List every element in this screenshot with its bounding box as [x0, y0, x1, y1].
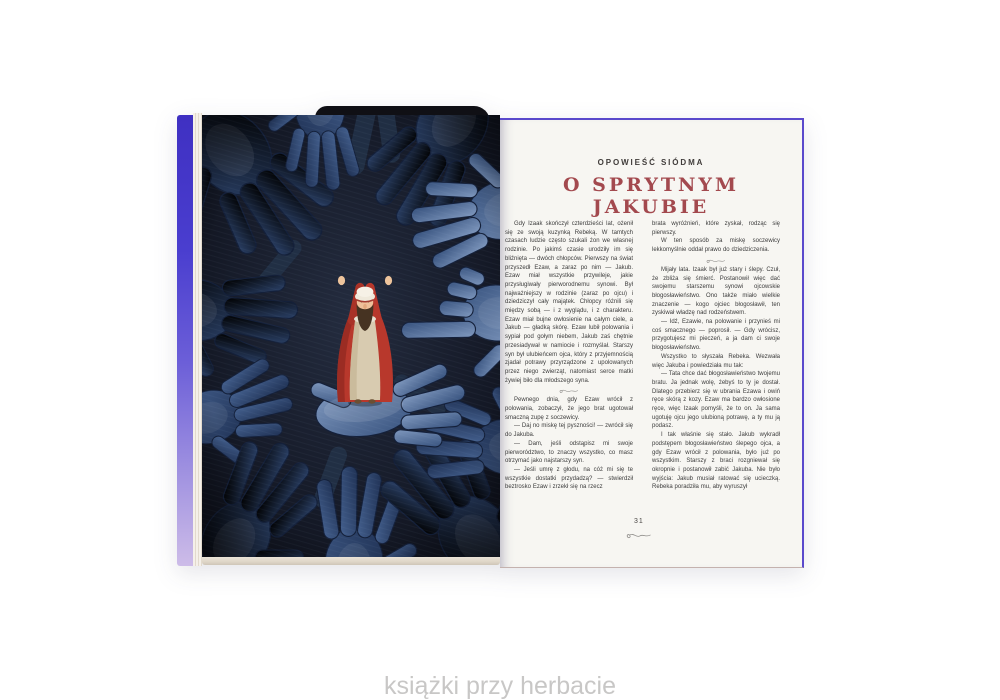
- hands-illustration: [202, 115, 500, 557]
- open-book: [177, 103, 803, 569]
- paragraph: — Jeśli umrę z głodu, na cóż mi się te wszystkie dostatki przydadzą? — stwierdził beztrosko Ezaw i zrzekł się na rzecz: [505, 466, 633, 491]
- page-number: 31: [634, 518, 644, 525]
- paragraph: — Dam, jeśli odstąpisz mi swoje pierworództwo, to znaczy wszystko, co masz otrzymać jako najstarszy syn.: [505, 440, 633, 465]
- flourish-icon: [559, 387, 579, 395]
- paragraph: Wszystko to słyszała Rebeka. Wezwała więc Jakuba i powiedziała mu tak:: [652, 353, 780, 369]
- paragraph: — Idź, Ezawie, na polowanie i przynieś mi coś smacznego — poprosił. — Gdy wrócisz, przygotujesz mi pieczeń, a ja dam ci swoje błogosławieństwo.: [652, 319, 780, 352]
- paragraph: Pewnego dnia, gdy Ezaw wrócił z polowania, zobaczył, że jego brat ugotował smaczną zupę z soczewicy.: [505, 397, 633, 421]
- text-column-left: [505, 220, 633, 492]
- paragraph: I tak właśnie się stało. Jakub wykradł podstępem błogosławieństwo ślepego ojca, a gdy Ezaw wrócił z polowania, było już po wszystkim. Starszy z braci rozgniewał się okropnie i postanowił zabić Jakuba. Nie było wyjścia: Jakub musiał ratować się ucieczką. Rebeka poradziła mu, aby wyruszył: [652, 432, 780, 491]
- illustration-page: [202, 115, 500, 557]
- squiggle-ornament: [557, 387, 581, 395]
- book-cover-edge: [177, 115, 193, 566]
- paragraph: Mijały lata. Izaak był już stary i ślepy. Czuł, że zbliża się śmierć. Postanowił więc dać swojemu starszemu synowi ojcowskie błogosławieństwo. Ono także miało wielkie znaczenie — kogo ojciec błogosławił, ten zyskiwał władzę nad rodzeństwem.: [652, 266, 780, 317]
- flourish-icon: [706, 257, 726, 265]
- paragraph: — Daj no miskę tej pyszności! — zwrócił się do Jakuba.: [505, 423, 633, 439]
- page-stack-edge: [193, 113, 202, 566]
- text-column-right: [652, 220, 780, 492]
- story-title: O SPRYTNYM JAKUBIE: [562, 174, 740, 218]
- paragraph: — Tata chce dać błogosławieństwo twojemu bratu. Ja jednak wolę, żebyś to ty je dostał. Dlatego przebierz się w ubrania Ezawa i owiń ręce skórą z kozy. Ezaw ma bardzo owłosione ręce, więc Izaak pomyśli, że to on. Ja sama ugotuję ojcu jego ulubioną potrawę, a ty mu ją podasz.: [652, 371, 780, 430]
- flourish-icon: [626, 531, 652, 540]
- caption-watermark: książki przy herbacie: [383, 672, 617, 700]
- page-number-flourish: [500, 527, 778, 545]
- vignette: [202, 115, 500, 557]
- squiggle-ornament: [704, 257, 728, 265]
- paragraph: W ten sposób za miskę soczewicy lekkomyślnie oddał prawo do dziedziczenia.: [652, 238, 780, 254]
- text-page: [500, 118, 804, 568]
- chapter-kicker: OPOWIEŚĆ SIÓDMA: [597, 158, 705, 167]
- paragraph: Gdy Izaak skończył czterdzieści lat, ożenił się ze swoją kuzynką Rebeką. W tamtych czasach ludzie często szukali żon we własnej rodzinie. Po jakimś czasie urodziły im się bliźnięta — dwóch chłopców. Pierwszy na świat przyszedł Ezaw, a zaraz po nim — Jakub. Ezaw miał wszystkie przywileje, jakie przysługiwały pierworodnemu synowi. Był najważniejszy w rodzinie (zaraz po ojcu) i dziedziczył cały majątek. Chłopcy różnili się między sobą — i z wyglądu, i z charakteru. Ezaw miał bujne owłosienie na całym ciele, a Jakub — gładką skórę. Ezaw lubił polowania i sypiał pod gołym niebem, Jakub zaś chętnie przesiadywał w namiocie i rozmyślał. Starszy syn był ulubieńcem ojca, który z przyjemnością zjadał potrawy przyrządzone z upolowanych przez niego zwierząt, natomiast serce matki żywiej biło dla młodszego syna.: [505, 221, 633, 384]
- paragraph: brata wyróżnień, które zyskał, rodząc się pierwszy.: [652, 221, 780, 236]
